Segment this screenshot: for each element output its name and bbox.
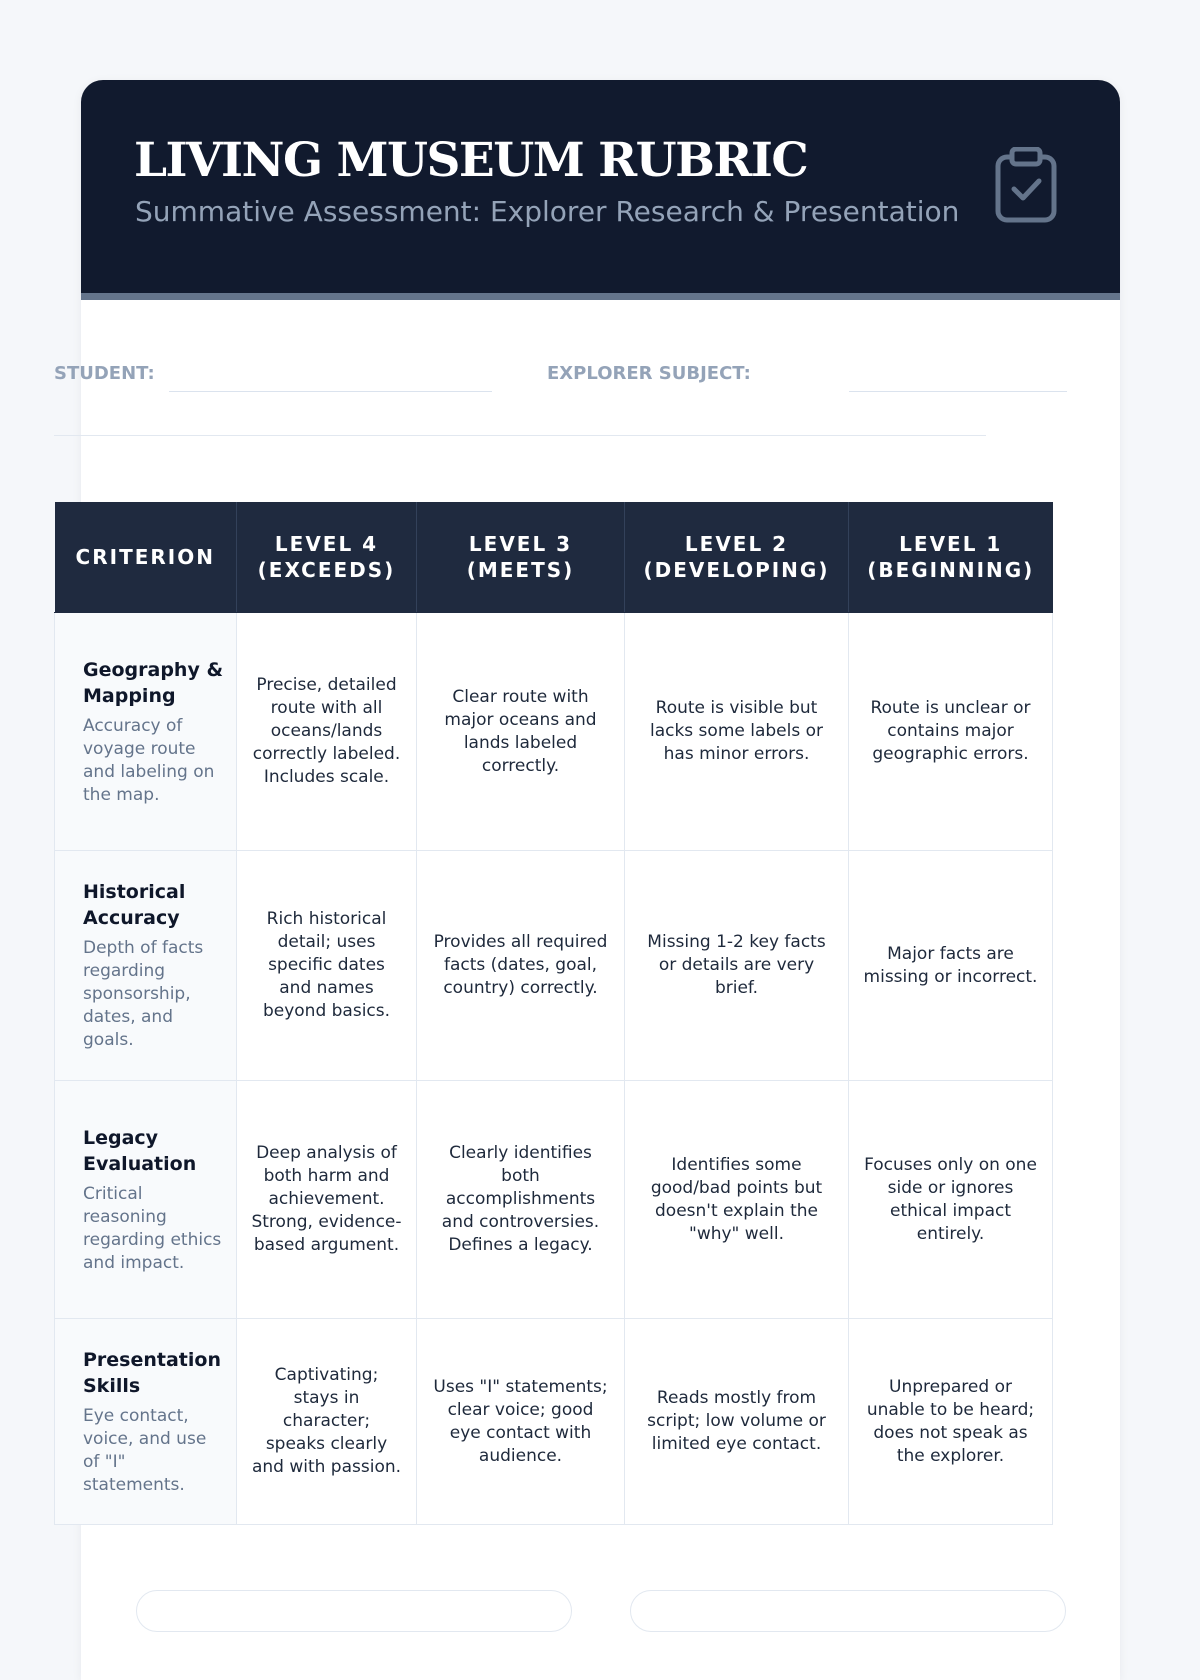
table-header-row: [55, 502, 1053, 613]
criterion-description: Eye contact, voice, and use of "I" statements.: [83, 1405, 207, 1495]
header-level-3: LEVEL 3 (MEETS): [417, 502, 625, 613]
criterion-name: Geography & Mapping: [83, 658, 224, 707]
criterion-cell: [55, 613, 237, 851]
criterion-cell: [55, 1319, 237, 1525]
criterion-description: Critical reasoning regarding ethics and impact.: [83, 1183, 222, 1273]
level-4-cell: Precise, detailed route with all oceans/lands correctly labeled. Includes scale.: [237, 613, 417, 851]
level-3-cell: Provides all required facts (dates, goal, country) correctly.: [417, 851, 625, 1081]
criterion-name: Historical Accuracy: [83, 881, 186, 929]
level-3-cell: Clearly identifies both accomplishments and controversies. Defines a legacy.: [417, 1081, 625, 1319]
level-2-cell: Reads mostly from script; low volume or limited eye contact.: [625, 1319, 849, 1525]
criterion-cell: [55, 851, 237, 1081]
level-3-cell: Uses "I" statements; clear voice; good eye contact with audience.: [417, 1319, 625, 1525]
level-1-cell: Unprepared or unable to be heard; does not speak as the explorer.: [849, 1319, 1053, 1525]
level-2-cell: Identifies some good/bad points but doesn't explain the "why" well.: [625, 1081, 849, 1319]
page-title: LIVING MUSEUM RUBRIC: [134, 133, 808, 188]
criterion-description: Accuracy of voyage route and labeling on the map.: [83, 715, 215, 805]
level-1-cell: Major facts are missing or incorrect.: [849, 851, 1053, 1081]
table-row: [55, 1081, 1053, 1319]
footer-box-left: [136, 1590, 572, 1632]
table-row: [55, 613, 1053, 851]
criterion-cell: [55, 1081, 237, 1319]
header-level-1: LEVEL 1 (BEGINNING): [849, 502, 1053, 613]
criterion-name: Legacy Evaluation: [83, 1126, 197, 1175]
criterion-description: Depth of facts regarding sponsorship, dates, and goals.: [83, 938, 204, 1050]
page-subtitle: Summative Assessment: Explorer Research & Presentation: [135, 195, 960, 228]
header-level-2: LEVEL 2 (DEVELOPING): [625, 502, 849, 613]
level-2-cell: Missing 1-2 key facts or details are very brief.: [625, 851, 849, 1081]
table-row: [55, 851, 1053, 1081]
level-4-cell: Rich historical detail; uses specific dates and names beyond basics.: [237, 851, 417, 1081]
explorer-subject-field[interactable]: [849, 391, 1067, 392]
table-row: [55, 1319, 1053, 1525]
clipboard-check-icon: [995, 147, 1057, 223]
level-2-cell: Route is visible but lacks some labels or has minor errors.: [625, 613, 849, 851]
student-field[interactable]: [169, 391, 492, 392]
level-4-cell: Captivating; stays in character; speaks clearly and with passion.: [237, 1319, 417, 1525]
header-level-4: LEVEL 4 (EXCEEDS): [237, 502, 417, 613]
level-1-cell: Focuses only on one side or ignores ethical impact entirely.: [849, 1081, 1053, 1319]
rubric-header: [81, 80, 1120, 300]
header-criterion: CRITERION: [55, 502, 237, 613]
criterion-name: Presentation Skills: [83, 1348, 221, 1397]
level-1-cell: Route is unclear or contains major geographic errors.: [849, 613, 1053, 851]
level-4-cell: Deep analysis of both harm and achievement. Strong, evidence-based argument.: [237, 1081, 417, 1319]
level-3-cell: Clear route with major oceans and lands labeled correctly.: [417, 613, 625, 851]
footer-box-right: [630, 1590, 1066, 1632]
student-label: STUDENT:: [54, 363, 155, 384]
rubric-table: [54, 502, 1053, 1525]
explorer-subject-label: EXPLORER SUBJECT:: [547, 363, 751, 384]
student-info-fields: [54, 355, 986, 436]
